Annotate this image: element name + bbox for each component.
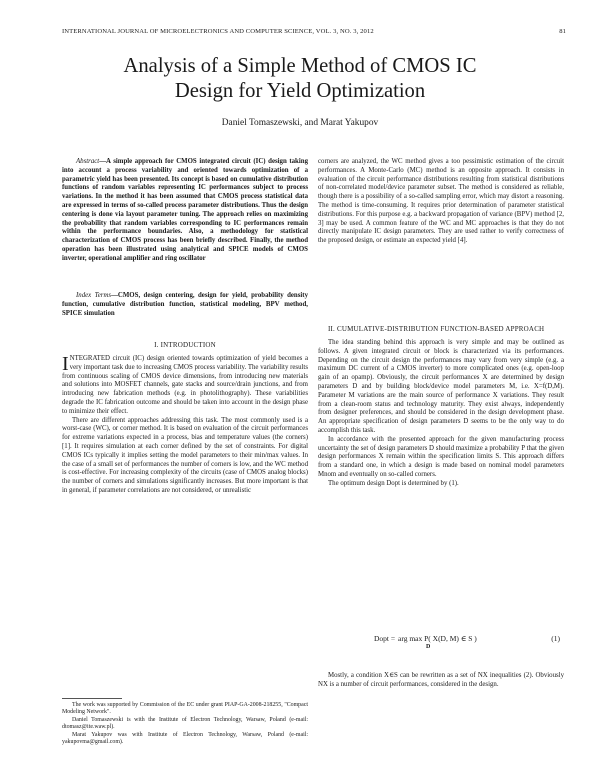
right-paragraph-1: corners are analyzed, the WC method gives a too pessimistic estimation of the circuit performances. A Monte-Carlo (MC) method is an opposite approach. It consists in evaluation of the circuit performance distributions resulting from statistical distributions of non-correlated model/device parameter subset. The method is considered as reliable, though there is a possibility of a so-called sampling error, which may distort a reasoning. The method is time-consuming. It requires prior determination of parameter statistical distributions. For this purpose e.g. a backward propagation of variance (BPV) method [2, 3] may be used. A common feature of the WC and MC approaches is that they do not directly manipulate IC design parameters. They are used rather to verify correctness of the proposed design, or estimate an expected yield [4]. (318, 158, 564, 245)
section-2-body (318, 339, 564, 489)
index-terms-label: Index Terms (76, 292, 112, 299)
index-terms (62, 292, 308, 318)
title-line-2: Design for Yield Optimization (174, 80, 426, 102)
section-2-paragraph-2: In accordance with the presented approach for the given manufacturing process uncertainty the set of design parameters D should maximize a probability P that the given design performances X remain within the specification limits S. This approach differs from a standard one, in which a design is made based on nominal model parameters Mnom and eventually on so-called corners. (318, 435, 564, 478)
section-2-continued (318, 672, 564, 690)
intro-paragraph-1: NTEGRATED circuit (IC) design oriented towards optimization of yield becomes a very important task due to increasing CMOS process variability. The variability results from continuous scaling of CMOS device dimensions, from introducing new materials and solutions into MOSFET channels, gate stacks and source/drain junctions, and from introducing new fabrication methods (e.g. in photolithography). These variabilities degrade the IC fabrication outcome and should be taken into account in the design phase to minimize their effect. (62, 355, 308, 415)
footnotes (62, 702, 308, 746)
right-column-intro-continued (318, 158, 564, 246)
footnote-funding: The work was supported by Commission of the EC under grant PIAP-GA-2008-218255, "Compact Modeling Network". (62, 702, 308, 716)
equation-1 (318, 632, 564, 652)
section-2-paragraph-3: The optimum design Dopt is determined by (1). (328, 479, 459, 487)
introduction-body (62, 355, 308, 496)
equation-lhs: Dopt = (374, 634, 396, 643)
footnote-author-1: Daniel Tomaszewski is with the Institute of Electron Technology, Warsaw, Poland (e-mail: dtomasz@ite.waw.pl). (62, 716, 308, 731)
title-line-1: Analysis of a Simple Method of CMOS IC (123, 55, 477, 77)
page-number: 81 (559, 28, 566, 35)
authors: Daniel Tomaszewski, and Marat Yakupov (221, 118, 379, 128)
section-2-paragraph-1: The idea standing behind this approach is very simple and may be outlined as follows. A given integrated circuit or block is characterized via its performances. Depending on the circuit design the performances may vary from very simple (e.g. a maximum DC current of a CMOS inverter) to more complicated ones (e.g. open-loop gain of an opamp). Obviously, the circuit performances X are determined by design parameters D and by building block/device model parameters M, i.e. X=f(D,M). Parameter M variations are the main source of performance X variations. They result from a clean-room status and technology maturity. They exist always, independently from designer preferences, and should be considered in the design development phase. An appropriate specification of design parameters D seems to be the only way to do accomplish this task. (318, 339, 564, 434)
paper-title (40, 54, 560, 104)
drop-cap: I (62, 353, 69, 375)
journal-name: INTERNATIONAL JOURNAL OF MICROELECTRONICS AND COMPUTER SCIENCE, VOL. 3, NO. 3, 2012 (62, 28, 374, 35)
journal-header (62, 28, 566, 35)
section-heading-introduction: I. INTRODUCTION (154, 341, 216, 349)
equation-subscript: D (426, 644, 431, 650)
section-heading-cdf-approach: II. CUMULATIVE-DISTRIBUTION FUNCTION-BASED APPROACH (328, 325, 545, 333)
intro-paragraph-2: There are different approaches addressing this task. The most commonly used is a worst-case (WC), or corner method. It is based on evaluation of the circuit performances for extreme variations expected in a process, bias and temperature values (the corners) [1]. It requires simulation at each corner defined by the set of constraints. For digital CMOS ICs typically it implies setting the model parameters to their min/max values. In the case of a small set of performances the number of corners is low, and the WC method is cost-effective. For increasing complexity of the circuits (case of CMOS analog blocks) the number of corners and simulations significantly increases. But more important is that in general, if parameter correlations are not considered, or unrealistic (62, 416, 308, 494)
abstract-text: —A simple approach for CMOS integrated circuit (IC) design taking into account a process variability and oriented towards optimization of a parametric yield has been presented. Its concept is based on cumulative distribution functions of random variables representing IC performances subject to process variations. In the method it has been assumed that CMOS process statistical data are expressed in terms of so-called process parameter distributions. Thus the design centering is done via layout parameter tuning. The approach relies on maximizing the probability that random variables corresponding to IC performances remain within the performance boundaries. Also, a methodology for statistical characterization of CMOS process has been briefly described. Finally, the method operation has been illustrated using analytical and SPICE models of CMOS inverter, operational amplifier and ring oscillator (62, 158, 308, 262)
footnote-divider (62, 698, 122, 699)
footnote-author-2: Marat Yakupov was with Institute of Electron Technology, Warsaw, Poland (e-mail: yakupovma@gmail.com). (62, 731, 308, 746)
equation-rhs: arg max P( X(D, M) ∈ S ) (398, 634, 477, 643)
abstract-label: Abstract (76, 158, 100, 165)
equation-number: (1) (551, 634, 560, 643)
index-terms-text: —CMOS, design centering, design for yield, probability density function, cumulative distribution function, statistical modeling, BPV method, SPICE simulation (62, 292, 308, 317)
section-2-paragraph-4: Mostly, a condition X∈S can be rewritten as a set of NX inequalities (2). Obviously NX is a number of circuit performances, considered in the design. (318, 672, 564, 688)
abstract (62, 158, 308, 264)
